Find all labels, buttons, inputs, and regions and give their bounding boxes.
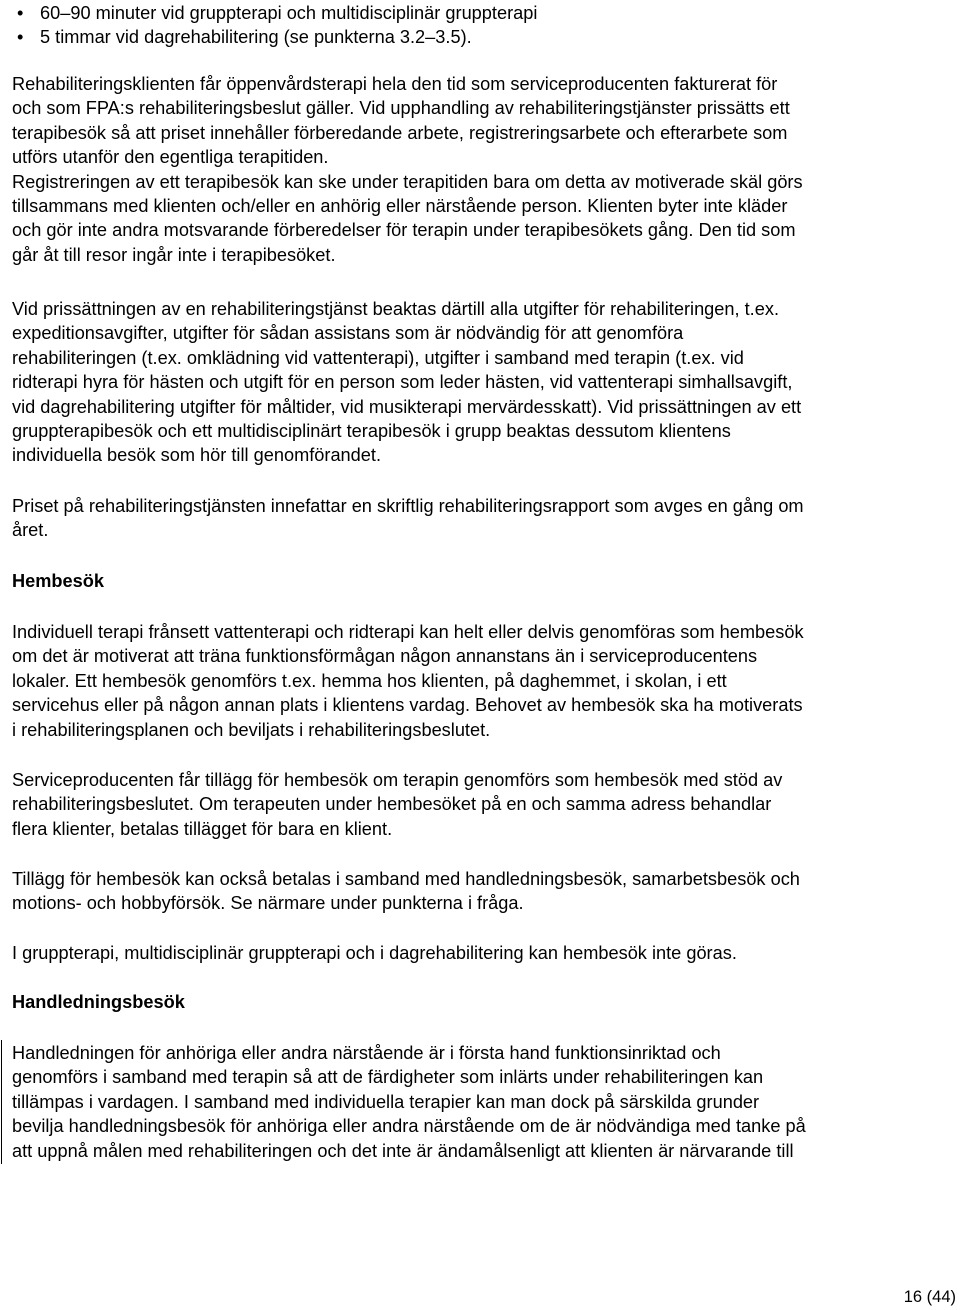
paragraph-report: Priset på rehabiliteringstjänsten innefattar en skriftlig rehabiliteringsrapport som avges en gång om året.	[12, 496, 804, 541]
paragraph-billing-time: Rehabiliteringsklienten får öppenvårdsterapi hela den tid som serviceproducenten fakturerat för och som FPA:s rehabiliteringsbeslut gäller. Vid upphandling av rehabiliteringstjänster prissätts ett terapibesök så att priset innehåller förberedande arbete, registreringsarbete och efterarbete som utförs utanför den egentliga terapitiden. Registreringen av ett terapibesök kan ske under terapitiden bara om detta av motiverade skäl görs tillsammans med klienten och/eller en anhörig eller närstående person. Klienten byter inte kläder och gör inte andra motsvarande förberedelser för terapin under terapibesökets gång. Den tid som går åt till resor ingår inte i terapibesöket.	[12, 74, 803, 265]
page-number: 16 (44)	[903, 1288, 956, 1306]
paragraph-supplement-other: Tillägg för hembesök kan också betalas i samband med handledningsbesök, samarbetsbesök och motions- och hobbyförsök. Se närmare under punkterna i fråga.	[12, 869, 800, 914]
revision-change-bar	[1, 1040, 2, 1164]
paragraph-group-exclusion: I gruppterapi, multidisciplinär gruppterapi och i dagrehabilitering kan hembesök inte göras.	[12, 943, 737, 963]
bullet-item: • 60–90 minuter vid gruppterapi och multidisciplinär gruppterapi	[40, 1, 537, 25]
heading-hembesok: Hembesök	[12, 571, 104, 591]
paragraph-home-visit: Individuell terapi frånsett vattenterapi och ridterapi kan helt eller delvis genomföras som hembesök om det är motiverat att träna funktionsförmågan någon annanstans än i serviceproducentens lokaler. Ett hembesök genomförs t.ex. hemma hos klienten, på daghemmet, i skolan, i ett servicehus eller på någon annan plats i klientens vardag. Behovet av hembesök ska ha motiverats i rehabiliteringsplanen och beviljats i rehabiliteringsbeslutet.	[12, 622, 804, 740]
bullet-item: • 5 timmar vid dagrehabilitering (se punkterna 3.2–3.5).	[40, 25, 472, 49]
paragraph-guidance: Handledningen för anhöriga eller andra närstående är i första hand funktionsinriktad och genomförs i samband med terapin så att de färdigheter som inlärts under rehabiliteringen kan tillämpas i vardagen. I samband med individuella terapier kan man dock på särskilda grunder bevilja handledningsbesök för anhöriga eller andra närstående om de är nödvändiga med tanke på att uppnå målen med rehabiliteringen och det inte är ändamålsenligt att klienten är närvarande till	[12, 1043, 806, 1161]
heading-handledningsbesok: Handledningsbesök	[12, 992, 185, 1012]
paragraph-home-visit-supplement: Serviceproducenten får tillägg för hembesök om terapin genomförs som hembesök med stöd av rehabiliteringsbeslutet. Om terapeuten under hembesöket på en och samma adress behandlar flera klienter, betalas tillägget för bara en klient.	[12, 770, 783, 839]
paragraph-pricing: Vid prissättningen av en rehabiliteringstjänst beaktas därtill alla utgifter för rehabiliteringen, t.ex. expeditionsavgifter, utgifter för sådan assistans som är nödvändig för att genomföra rehabiliteringen (t.ex. omklädning vid vattenterapi), utgifter i samband med terapin (t.ex. vid ridterapi hyra för hästen och utgift för en person som leder hästen, vid vattenterapi simhallsavgift, vid dagrehabilitering utgifter för måltider, vid musikterapi mervärdesskatt). Vid prissättningen av ett gruppterapibesök och ett multidisciplinärt terapibesök i grupp beaktas dessutom klientens individuella besök som hör till genomförandet.	[12, 299, 802, 466]
